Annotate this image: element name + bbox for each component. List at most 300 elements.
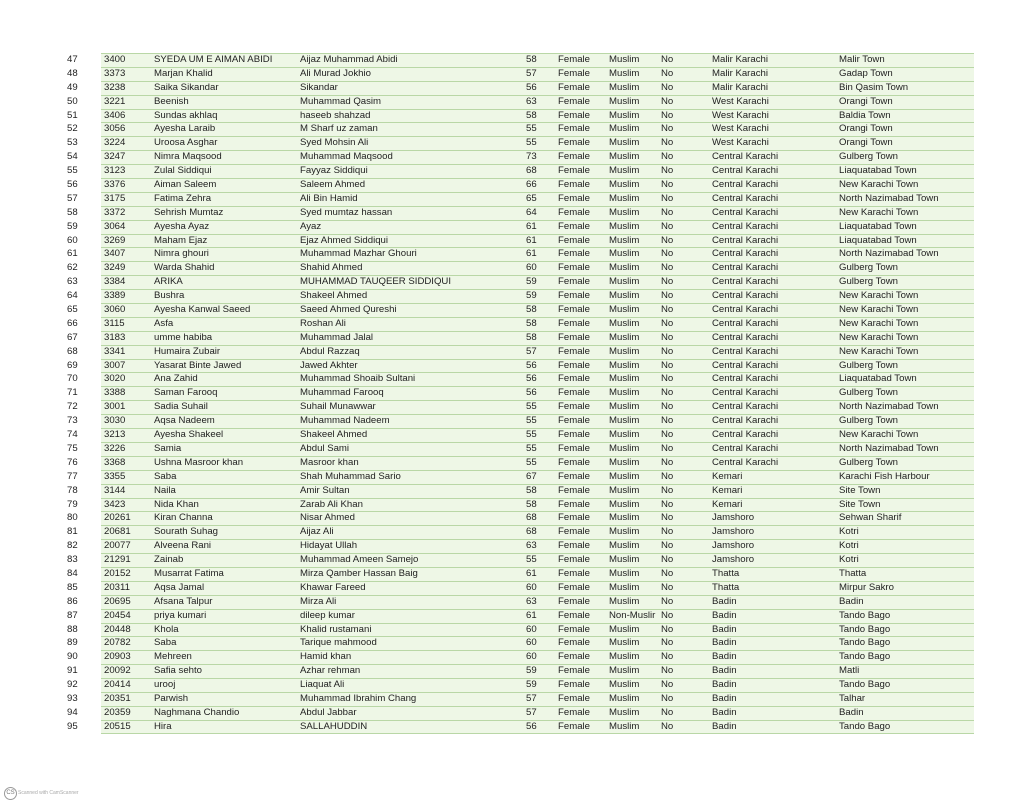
gender-cell: Female <box>558 304 590 316</box>
father-name-cell: MUHAMMAD TAUQEER SIDDIQUI <box>300 276 452 288</box>
record-id: 3406 <box>104 109 126 121</box>
age-cell: 55 <box>526 429 537 441</box>
record-id: 3123 <box>104 165 126 177</box>
row-number: 61 <box>67 248 78 260</box>
disability-cell: No <box>661 137 674 149</box>
religion-cell: Muslim <box>609 567 640 579</box>
district-cell: West Karachi <box>712 95 769 107</box>
religion-cell: Muslim <box>609 679 640 691</box>
disability-cell: No <box>661 651 674 663</box>
district-cell: West Karachi <box>712 109 769 121</box>
tehsil-cell: North Nazimabad Town <box>839 192 939 204</box>
disability-cell: No <box>661 276 674 288</box>
district-cell: West Karachi <box>712 137 769 149</box>
religion-cell: Muslim <box>609 526 640 538</box>
father-name-cell: Ali Murad Jokhio <box>300 67 371 79</box>
name-cell: Saman Farooq <box>154 387 218 399</box>
records-table <box>0 53 1024 734</box>
tehsil-cell: Gulberg Town <box>839 359 899 371</box>
table-row <box>0 359 1024 373</box>
disability-cell: No <box>661 345 674 357</box>
record-id: 3060 <box>104 304 126 316</box>
district-cell: Jamshoro <box>712 512 755 524</box>
district-cell: Jamshoro <box>712 540 755 552</box>
religion-cell: Non-Muslir <box>609 609 656 621</box>
record-id: 3372 <box>104 206 126 218</box>
table-row <box>0 331 1024 345</box>
religion-cell: Muslim <box>609 373 640 385</box>
tehsil-cell: Baldia Town <box>839 109 891 121</box>
father-name-cell: Muhammad Maqsood <box>300 151 393 163</box>
tehsil-cell: Tando Bago <box>839 609 891 621</box>
disability-cell: No <box>661 123 674 135</box>
row-number: 81 <box>67 526 78 538</box>
tehsil-cell: Kotri <box>839 540 859 552</box>
record-id: 3001 <box>104 401 126 413</box>
disability-cell: No <box>661 554 674 566</box>
disability-cell: No <box>661 373 674 385</box>
record-id: 20414 <box>104 679 131 691</box>
father-name-cell: Hamid khan <box>300 651 352 663</box>
disability-cell: No <box>661 470 674 482</box>
name-cell: SYEDA UM E AIMAN ABIDI <box>154 54 273 65</box>
district-cell: Malir Karachi <box>712 67 768 79</box>
tehsil-cell: Gulberg Town <box>839 456 899 468</box>
disability-cell: No <box>661 720 674 732</box>
age-cell: 58 <box>526 331 537 343</box>
religion-cell: Muslim <box>609 456 640 468</box>
row-number: 51 <box>67 109 78 121</box>
table-row <box>0 400 1024 414</box>
father-name-cell: Ali Bin Hamid <box>300 192 358 204</box>
religion-cell: Muslim <box>609 81 640 93</box>
tehsil-cell: New Karachi Town <box>839 317 919 329</box>
age-cell: 66 <box>526 179 537 191</box>
father-name-cell: Amir Sultan <box>300 484 350 496</box>
row-number: 73 <box>67 415 78 427</box>
tehsil-cell: North Nazimabad Town <box>839 442 939 454</box>
age-cell: 57 <box>526 706 537 718</box>
name-cell: Sadia Suhail <box>154 401 208 413</box>
disability-cell: No <box>661 234 674 246</box>
district-cell: Badin <box>712 637 737 649</box>
religion-cell: Muslim <box>609 345 640 357</box>
district-cell: Badin <box>712 665 737 677</box>
disability-cell: No <box>661 665 674 677</box>
name-cell: Sourath Suhag <box>154 526 219 538</box>
gender-cell: Female <box>558 484 590 496</box>
gender-cell: Female <box>558 179 590 191</box>
religion-cell: Muslim <box>609 317 640 329</box>
father-name-cell: Muhammad Jalal <box>300 331 374 343</box>
row-number: 49 <box>67 81 78 93</box>
father-name-cell: Muhammad Nadeem <box>300 415 390 427</box>
row-number: 80 <box>67 512 78 524</box>
row-number: 56 <box>67 179 78 191</box>
tehsil-cell: New Karachi Town <box>839 345 919 357</box>
district-cell: Jamshoro <box>712 526 755 538</box>
disability-cell: No <box>661 359 674 371</box>
tehsil-cell: Tando Bago <box>839 679 891 691</box>
father-name-cell: Ejaz Ahmed Siddiqui <box>300 234 388 246</box>
gender-cell: Female <box>558 720 590 732</box>
gender-cell: Female <box>558 692 590 704</box>
disability-cell: No <box>661 567 674 579</box>
table-row <box>0 372 1024 386</box>
record-id: 20681 <box>104 526 131 538</box>
disability-cell: No <box>661 331 674 343</box>
row-number: 75 <box>67 442 78 454</box>
table-row <box>0 678 1024 692</box>
religion-cell: Muslim <box>609 470 640 482</box>
name-cell: Maham Ejaz <box>154 234 208 246</box>
disability-cell: No <box>661 220 674 232</box>
father-name-cell: Shakeel Ahmed <box>300 290 368 302</box>
table-row <box>0 539 1024 553</box>
father-name-cell: SALLAHUDDIN <box>300 720 368 732</box>
district-cell: Central Karachi <box>712 151 779 163</box>
disability-cell: No <box>661 317 674 329</box>
row-number: 92 <box>67 679 78 691</box>
table-row <box>0 164 1024 178</box>
disability-cell: No <box>661 415 674 427</box>
religion-cell: Muslim <box>609 123 640 135</box>
religion-cell: Muslim <box>609 220 640 232</box>
disability-cell: No <box>661 165 674 177</box>
age-cell: 58 <box>526 109 537 121</box>
name-cell: Alveena Rani <box>154 540 212 552</box>
gender-cell: Female <box>558 456 590 468</box>
name-cell: Marjan Khalid <box>154 67 213 79</box>
religion-cell: Muslim <box>609 109 640 121</box>
disability-cell: No <box>661 151 674 163</box>
age-cell: 58 <box>526 498 537 510</box>
record-id: 20311 <box>104 581 130 593</box>
religion-cell: Muslim <box>609 206 640 218</box>
tehsil-cell: Tando Bago <box>839 651 891 663</box>
table-row <box>0 261 1024 275</box>
religion-cell: Muslim <box>609 554 640 566</box>
disability-cell: No <box>661 581 674 593</box>
record-id: 20261 <box>104 512 131 524</box>
district-cell: Badin <box>712 679 737 691</box>
district-cell: Central Karachi <box>712 165 779 177</box>
row-number: 65 <box>67 304 78 316</box>
father-name-cell: Khawar Fareed <box>300 581 366 593</box>
religion-cell: Muslim <box>609 262 640 274</box>
gender-cell: Female <box>558 623 590 635</box>
row-number: 67 <box>67 331 78 343</box>
name-cell: Bushra <box>154 290 185 302</box>
name-cell: Asfa <box>154 317 174 329</box>
district-cell: Central Karachi <box>712 373 779 385</box>
disability-cell: No <box>661 304 674 316</box>
disability-cell: No <box>661 692 674 704</box>
district-cell: Central Karachi <box>712 317 779 329</box>
district-cell: Central Karachi <box>712 234 779 246</box>
religion-cell: Muslim <box>609 706 640 718</box>
record-id: 3030 <box>104 415 126 427</box>
record-id: 3226 <box>104 442 126 454</box>
name-cell: Zainab <box>154 554 184 566</box>
table-row <box>0 609 1024 623</box>
gender-cell: Female <box>558 581 590 593</box>
tehsil-cell: New Karachi Town <box>839 206 919 218</box>
age-cell: 58 <box>526 317 537 329</box>
tehsil-cell: Orangi Town <box>839 123 893 135</box>
record-id: 20454 <box>104 609 131 621</box>
tehsil-cell: Tando Bago <box>839 623 891 635</box>
district-cell: Central Karachi <box>712 442 779 454</box>
tehsil-cell: Malir Town <box>839 54 885 65</box>
father-name-cell: Saeed Ahmed Qureshi <box>300 304 397 316</box>
name-cell: priya kumari <box>154 609 207 621</box>
table-row <box>0 136 1024 150</box>
record-id: 3175 <box>104 192 126 204</box>
name-cell: Naghmana Chandio <box>154 706 240 718</box>
table-row <box>0 234 1024 248</box>
record-id: 20695 <box>104 595 131 607</box>
age-cell: 56 <box>526 359 537 371</box>
name-cell: Naila <box>154 484 176 496</box>
table-row <box>0 247 1024 261</box>
name-cell: Aiman Saleem <box>154 179 217 191</box>
religion-cell: Muslim <box>609 179 640 191</box>
father-name-cell: Tarique mahmood <box>300 637 377 649</box>
district-cell: Central Karachi <box>712 206 779 218</box>
gender-cell: Female <box>558 151 590 163</box>
father-name-cell: Syed mumtaz hassan <box>300 206 393 218</box>
age-cell: 61 <box>526 609 537 621</box>
father-name-cell: M Sharf uz zaman <box>300 123 378 135</box>
row-number: 84 <box>67 567 78 579</box>
religion-cell: Muslim <box>609 359 640 371</box>
religion-cell: Muslim <box>609 387 640 399</box>
row-number: 91 <box>67 665 78 677</box>
name-cell: Yasarat Binte Jawed <box>154 359 242 371</box>
name-cell: Ana Zahid <box>154 373 198 385</box>
religion-cell: Muslim <box>609 442 640 454</box>
father-name-cell: Abdul Razzaq <box>300 345 360 357</box>
father-name-cell: Shahid Ahmed <box>300 262 363 274</box>
name-cell: umme habiba <box>154 331 213 343</box>
tehsil-cell: Liaquatabad Town <box>839 373 917 385</box>
district-cell: Kemari <box>712 470 743 482</box>
gender-cell: Female <box>558 192 590 204</box>
father-name-cell: Zarab Ali Khan <box>300 498 363 510</box>
row-number: 52 <box>67 123 78 135</box>
table-row <box>0 386 1024 400</box>
age-cell: 65 <box>526 192 537 204</box>
gender-cell: Female <box>558 165 590 177</box>
record-id: 20448 <box>104 623 131 635</box>
record-id: 20351 <box>104 692 131 704</box>
record-id: 3355 <box>104 470 126 482</box>
father-name-cell: Abdul Sami <box>300 442 350 454</box>
age-cell: 68 <box>526 512 537 524</box>
row-number: 68 <box>67 345 78 357</box>
disability-cell: No <box>661 623 674 635</box>
row-number: 55 <box>67 165 78 177</box>
record-id: 3384 <box>104 276 126 288</box>
district-cell: Badin <box>712 623 737 635</box>
table-row <box>0 470 1024 484</box>
row-number: 86 <box>67 595 78 607</box>
district-cell: Badin <box>712 609 737 621</box>
table-row <box>0 706 1024 720</box>
religion-cell: Muslim <box>609 401 640 413</box>
disability-cell: No <box>661 595 674 607</box>
name-cell: Ayesha Shakeel <box>154 429 224 441</box>
age-cell: 57 <box>526 67 537 79</box>
gender-cell: Female <box>558 567 590 579</box>
age-cell: 60 <box>526 623 537 635</box>
name-cell: Hira <box>154 720 172 732</box>
district-cell: Badin <box>712 692 737 704</box>
father-name-cell: Muhammad Shoaib Sultani <box>300 373 416 385</box>
gender-cell: Female <box>558 540 590 552</box>
name-cell: Nimra Maqsood <box>154 151 222 163</box>
name-cell: Warda Shahid <box>154 262 215 274</box>
record-id: 3407 <box>104 248 126 260</box>
record-id: 3423 <box>104 498 126 510</box>
table-row <box>0 275 1024 289</box>
father-name-cell: Roshan Ali <box>300 317 346 329</box>
disability-cell: No <box>661 109 674 121</box>
table-row <box>0 150 1024 164</box>
table-row <box>0 345 1024 359</box>
age-cell: 61 <box>526 234 537 246</box>
religion-cell: Muslim <box>609 248 640 260</box>
age-cell: 63 <box>526 595 537 607</box>
gender-cell: Female <box>558 345 590 357</box>
tehsil-cell: Orangi Town <box>839 95 893 107</box>
age-cell: 61 <box>526 567 537 579</box>
row-number: 58 <box>67 206 78 218</box>
table-row <box>0 428 1024 442</box>
record-id: 21291 <box>104 554 131 566</box>
table-row <box>0 220 1024 234</box>
gender-cell: Female <box>558 81 590 93</box>
table-row <box>0 289 1024 303</box>
father-name-cell: Masroor khan <box>300 456 359 468</box>
disability-cell: No <box>661 429 674 441</box>
father-name-cell: Shakeel Ahmed <box>300 429 368 441</box>
father-name-cell: Muhammad Farooq <box>300 387 384 399</box>
record-id: 3400 <box>104 54 126 65</box>
table-row <box>0 595 1024 609</box>
table-row <box>0 720 1024 734</box>
tehsil-cell: Mirpur Sakro <box>839 581 894 593</box>
disability-cell: No <box>661 248 674 260</box>
gender-cell: Female <box>558 554 590 566</box>
age-cell: 59 <box>526 276 537 288</box>
district-cell: Kemari <box>712 484 743 496</box>
religion-cell: Muslim <box>609 290 640 302</box>
age-cell: 60 <box>526 651 537 663</box>
gender-cell: Female <box>558 317 590 329</box>
religion-cell: Muslim <box>609 331 640 343</box>
tehsil-cell: Matli <box>839 665 860 677</box>
gender-cell: Female <box>558 429 590 441</box>
gender-cell: Female <box>558 234 590 246</box>
tehsil-cell: Orangi Town <box>839 137 893 149</box>
district-cell: Central Karachi <box>712 415 779 427</box>
tehsil-cell: Tando Bago <box>839 720 891 732</box>
record-id: 20515 <box>104 720 131 732</box>
district-cell: Badin <box>712 720 737 732</box>
age-cell: 58 <box>526 54 537 65</box>
father-name-cell: Liaquat Ali <box>300 679 345 691</box>
tehsil-cell: Site Town <box>839 498 881 510</box>
record-id: 3389 <box>104 290 126 302</box>
row-number: 79 <box>67 498 78 510</box>
age-cell: 57 <box>526 345 537 357</box>
tehsil-cell: Gulberg Town <box>839 151 899 163</box>
name-cell: Ushna Masroor khan <box>154 456 244 468</box>
religion-cell: Muslim <box>609 415 640 427</box>
father-name-cell: Fayyaz Siddiqui <box>300 165 368 177</box>
religion-cell: Muslim <box>609 651 640 663</box>
age-cell: 68 <box>526 165 537 177</box>
record-id: 20359 <box>104 706 131 718</box>
disability-cell: No <box>661 498 674 510</box>
name-cell: Nimra ghouri <box>154 248 209 260</box>
father-name-cell: Syed Mohsin Ali <box>300 137 369 149</box>
gender-cell: Female <box>558 95 590 107</box>
father-name-cell: Khalid rustamani <box>300 623 372 635</box>
father-name-cell: dileep kumar <box>300 609 355 621</box>
father-name-cell: haseeb shahzad <box>300 109 371 121</box>
district-cell: Malir Karachi <box>712 54 768 65</box>
district-cell: Badin <box>712 595 737 607</box>
father-name-cell: Muhammad Ibrahim Chang <box>300 692 417 704</box>
disability-cell: No <box>661 456 674 468</box>
tehsil-cell: New Karachi Town <box>839 429 919 441</box>
district-cell: Central Karachi <box>712 290 779 302</box>
district-cell: Badin <box>712 706 737 718</box>
father-name-cell: Muhammad Ameen Samejo <box>300 554 419 566</box>
row-number: 95 <box>67 720 78 732</box>
disability-cell: No <box>661 706 674 718</box>
row-number: 72 <box>67 401 78 413</box>
tehsil-cell: Sehwan Sharif <box>839 512 902 524</box>
record-id: 3249 <box>104 262 126 274</box>
age-cell: 63 <box>526 540 537 552</box>
age-cell: 58 <box>526 484 537 496</box>
name-cell: Saba <box>154 470 177 482</box>
tehsil-cell: Bin Qasim Town <box>839 81 909 93</box>
district-cell: Thatta <box>712 581 740 593</box>
table-row <box>0 567 1024 581</box>
name-cell: Sundas akhlaq <box>154 109 218 121</box>
disability-cell: No <box>661 290 674 302</box>
father-name-cell: Sikandar <box>300 81 338 93</box>
age-cell: 59 <box>526 679 537 691</box>
table-row <box>0 303 1024 317</box>
table-row <box>0 692 1024 706</box>
religion-cell: Muslim <box>609 720 640 732</box>
gender-cell: Female <box>558 248 590 260</box>
row-number: 63 <box>67 276 78 288</box>
age-cell: 68 <box>526 526 537 538</box>
age-cell: 61 <box>526 248 537 260</box>
record-id: 3115 <box>104 317 125 329</box>
tehsil-cell: North Nazimabad Town <box>839 248 939 260</box>
tehsil-cell: Gulberg Town <box>839 276 899 288</box>
age-cell: 55 <box>526 123 537 135</box>
table-row <box>0 206 1024 220</box>
